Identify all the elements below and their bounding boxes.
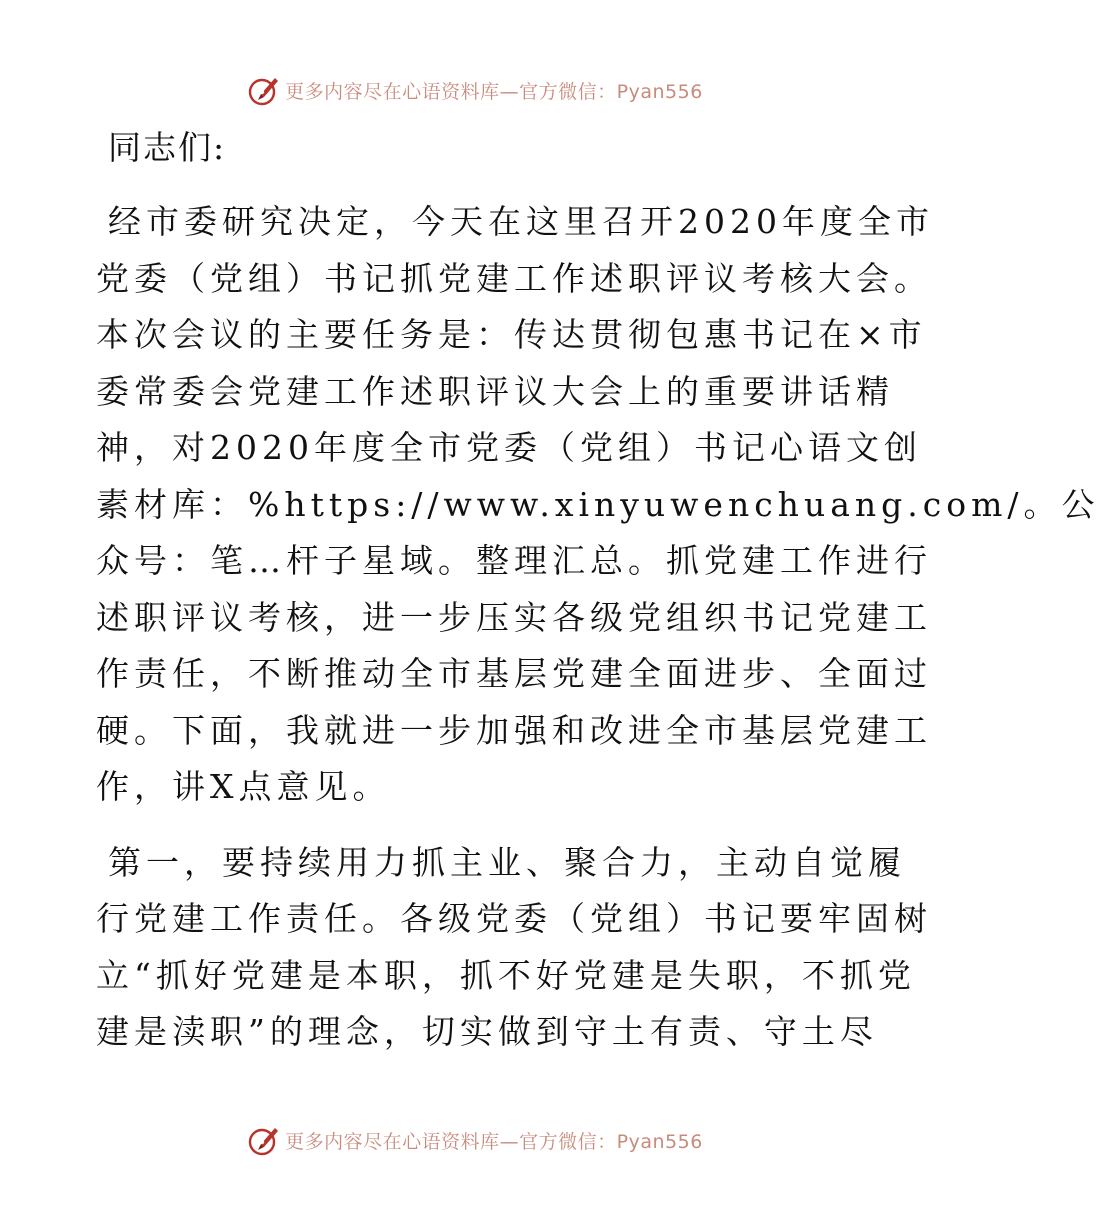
pen-nib-logo-icon <box>247 1123 281 1157</box>
paragraph-1 <box>96 194 1100 816</box>
paragraph-line: 建是渎职”的理念，切实做到守土有责、守土尽 <box>96 1012 878 1051</box>
paragraph-line: 党委（党组）书记抓党建工作述职评议考核大会。 <box>96 258 932 298</box>
paragraph-line: 经市委研究决定，今天在这里召开2020年度全市 <box>108 202 934 241</box>
paragraph-line: 本次会议的主要任务是：传达贯彻包惠书记在×市 <box>96 315 927 354</box>
paragraph-line: 行党建工作责任。各级党委（党组）书记要牢固树 <box>96 899 932 938</box>
paragraph-line: 第一，要持续用力抓主业、聚合力，主动自觉履 <box>108 842 906 882</box>
header-banner-text: 更多内容尽在心语资料库—官方微信：Pyan556 <box>285 80 703 103</box>
footer-banner-text: 更多内容尽在心语资料库—官方微信：Pyan556 <box>285 1130 703 1153</box>
paragraph-line: 众号：笔…杆子星域。整理汇总。抓党建工作进行 <box>96 541 932 580</box>
document-body <box>96 120 1100 1080</box>
paragraph-2 <box>96 835 932 1061</box>
paragraph-line: 作责任，不断推动全市基层党建全面进步、全面过 <box>96 654 932 693</box>
paragraph-line: 作，讲X点意见。 <box>96 767 391 806</box>
paragraph-line: 委常委会党建工作述职评议大会上的重要讲话精 <box>96 371 894 411</box>
paragraph-line: 硬。下面，我就进一步加强和改进全市基层党建工 <box>96 710 932 750</box>
paragraph-line: 素材库：%https://www.xinyuwenchuang.com/。公 <box>96 484 1100 524</box>
footer-banner <box>0 1120 950 1160</box>
greeting: 同志们: <box>108 128 227 167</box>
paragraph-line: 述职评议考核，进一步压实各级党组织书记党建工 <box>96 597 932 637</box>
header-banner <box>0 70 950 110</box>
paragraph-line: 神，对2020年度全市党委（党组）书记心语文创 <box>96 428 922 467</box>
pen-nib-logo-icon <box>247 73 281 107</box>
paragraph-line: 立“抓好党建是本职，抓不好党建是失职，不抓党 <box>96 955 916 995</box>
